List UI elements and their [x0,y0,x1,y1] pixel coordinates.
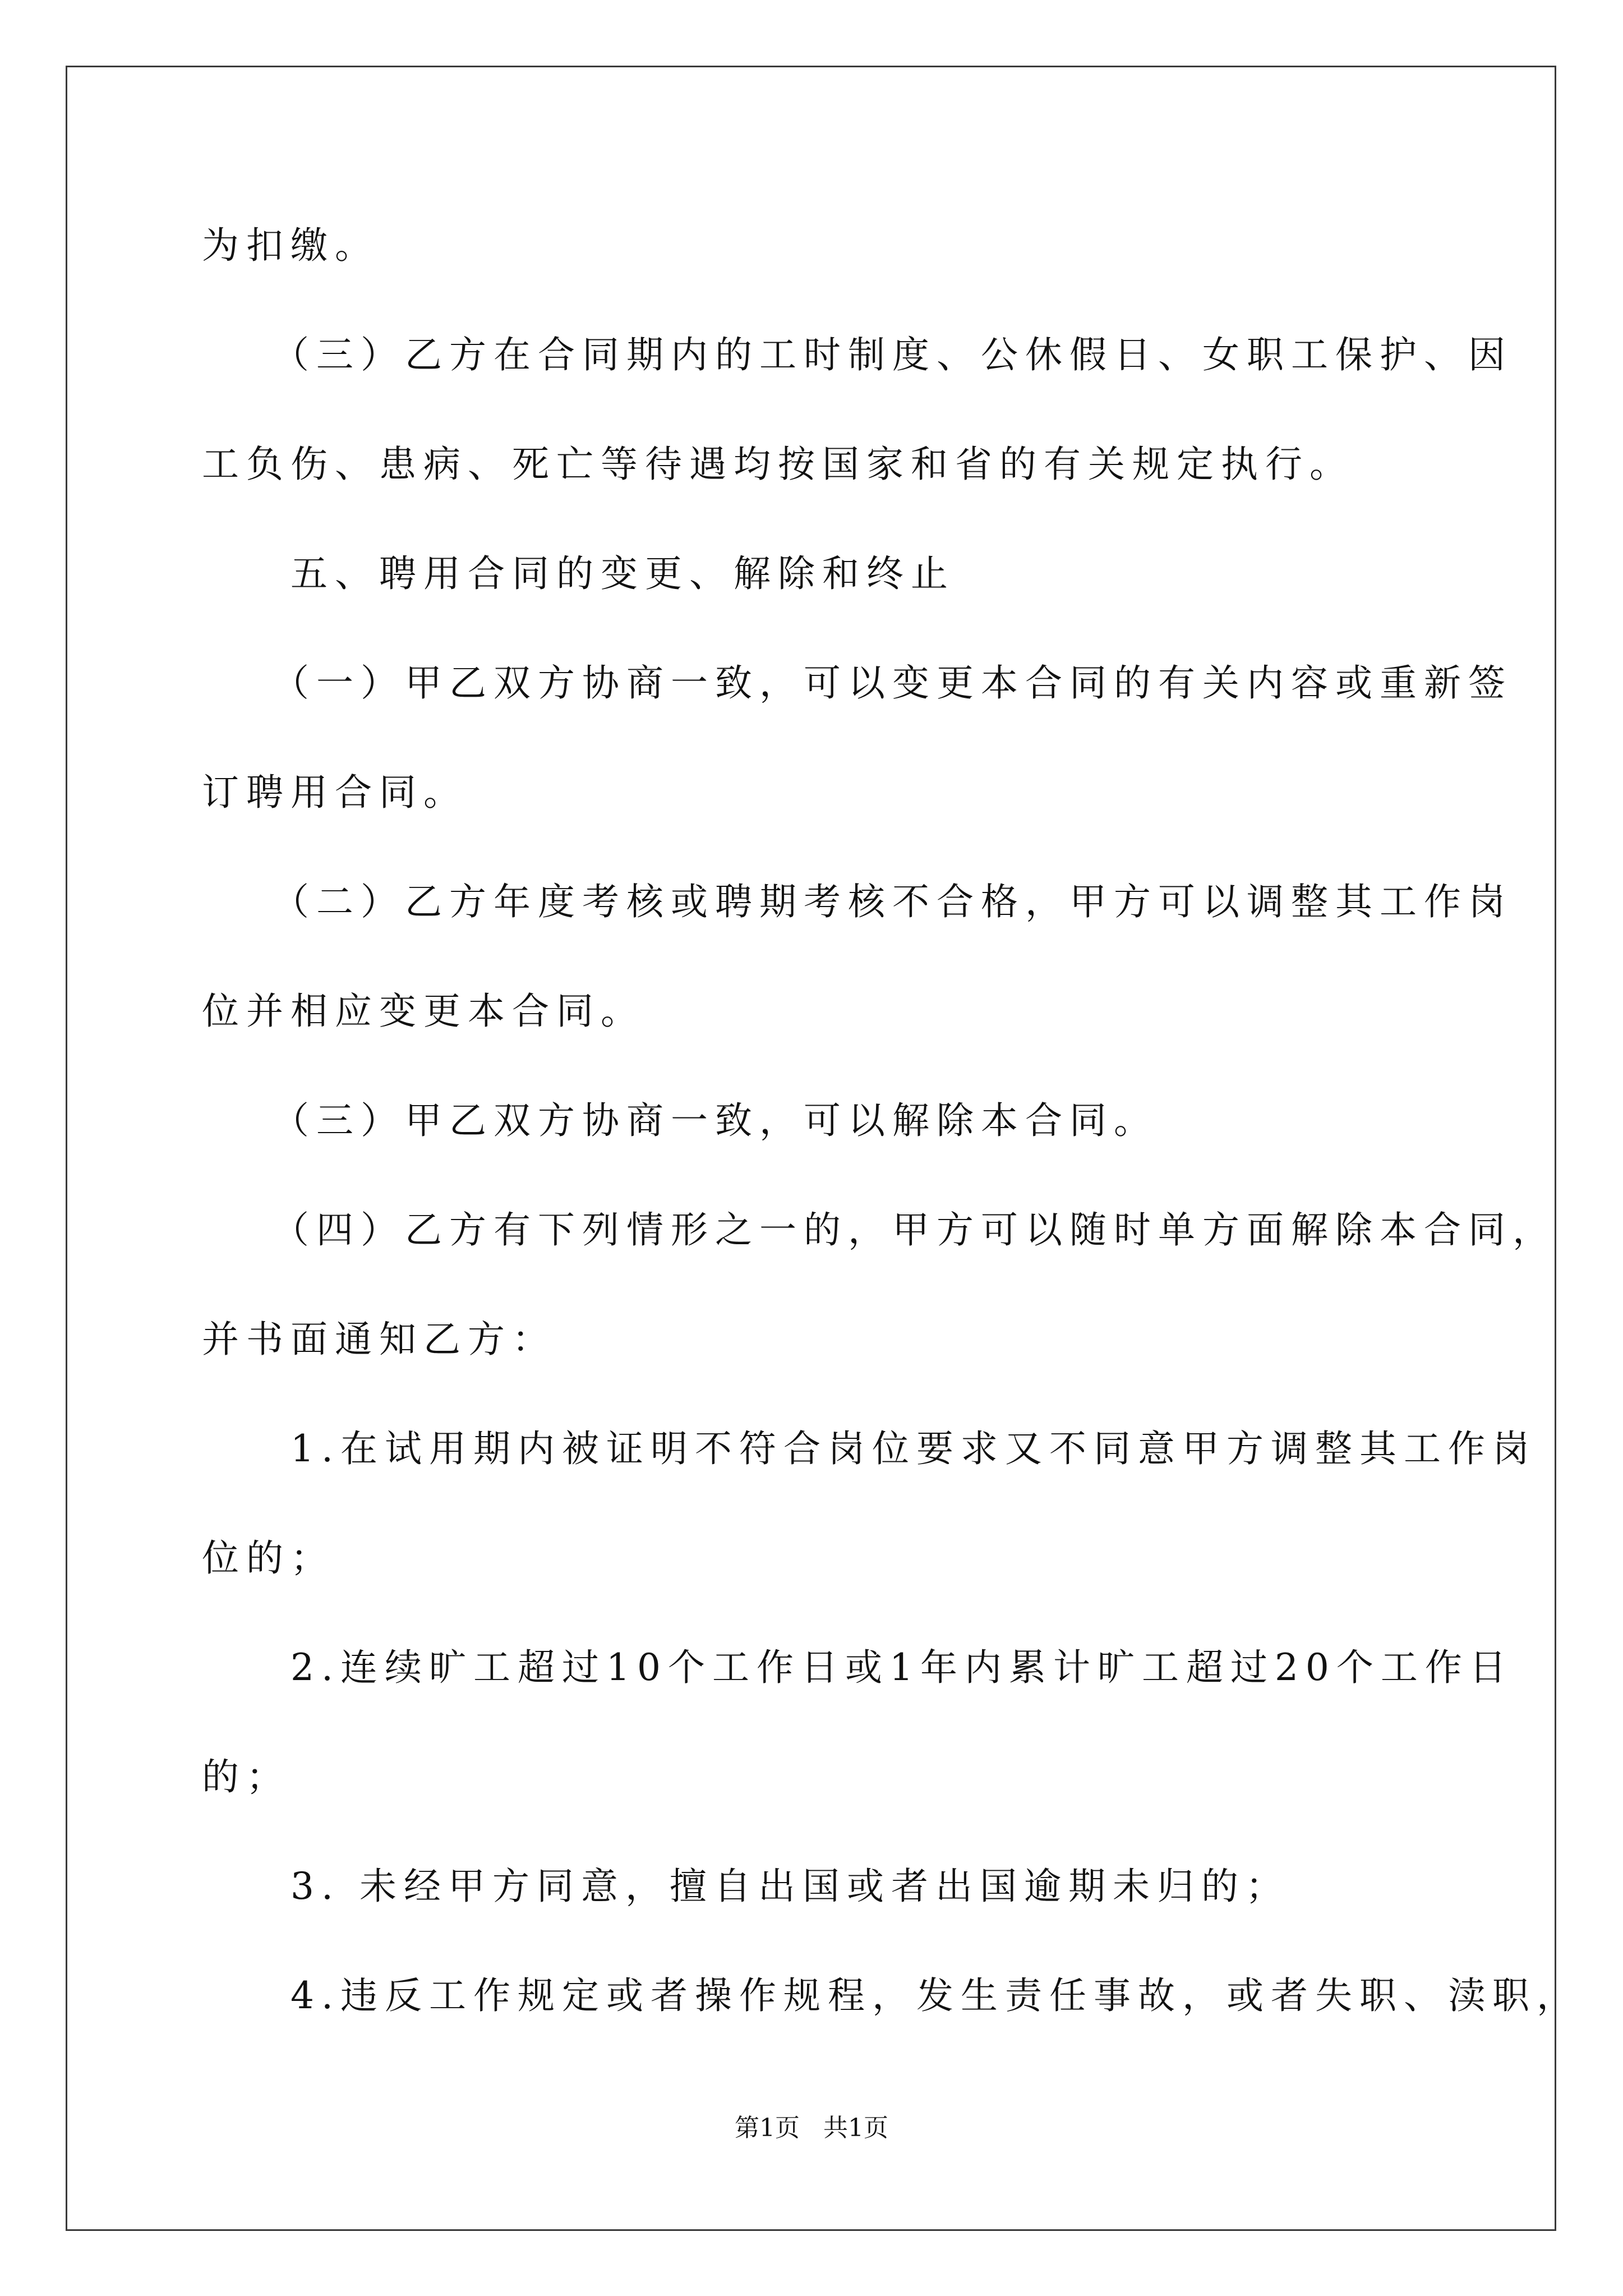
page-footer: 第1页 共1页 [735,2114,888,2142]
body-line-12: 1.在试用期内被证明不符合岗位要求又不同意甲方调整其工作岗 [202,1427,1537,1470]
body-line-1: 为扣缴。 [202,224,379,267]
body-line-11: 并书面通知乙方： [202,1318,556,1361]
body-line-16: 3. 未经甲方同意，擅自出国或者出国逾期未归的； [202,1865,1290,1908]
body-line-3: 工负伤、患病、死亡等待遇均按国家和省的有关规定执行。 [202,443,1354,486]
body-line-17: 4.违反工作规定或者操作规程，发生责任事故，或者失职、渎职， [202,1974,1581,2017]
body-line-6: 订聘用合同。 [202,771,468,814]
body-line-9: （三）甲乙双方协商一致，可以解除本合同。 [202,1099,1158,1142]
body-line-14: 2.连续旷工超过10个工作日或1年内累计旷工超过20个工作日 [202,1646,1514,1689]
section-heading: 五、聘用合同的变更、解除和终止 [202,552,955,595]
body-line-5: （一）甲乙双方协商一致，可以变更本合同的有关内容或重新签 [202,661,1513,705]
body-line-10: （四）乙方有下列情形之一的，甲方可以随时单方面解除本合同， [202,1208,1557,1251]
body-line-7: （二）乙方年度考核或聘期考核不合格，甲方可以调整其工作岗 [202,880,1513,923]
body-line-15: 的； [202,1755,291,1798]
body-line-8: 位并相应变更本合同。 [202,990,645,1033]
body-line-13: 位的； [202,1536,335,1580]
body-line-2: （三）乙方在合同期内的工时制度、公休假日、女职工保护、因 [202,333,1513,376]
